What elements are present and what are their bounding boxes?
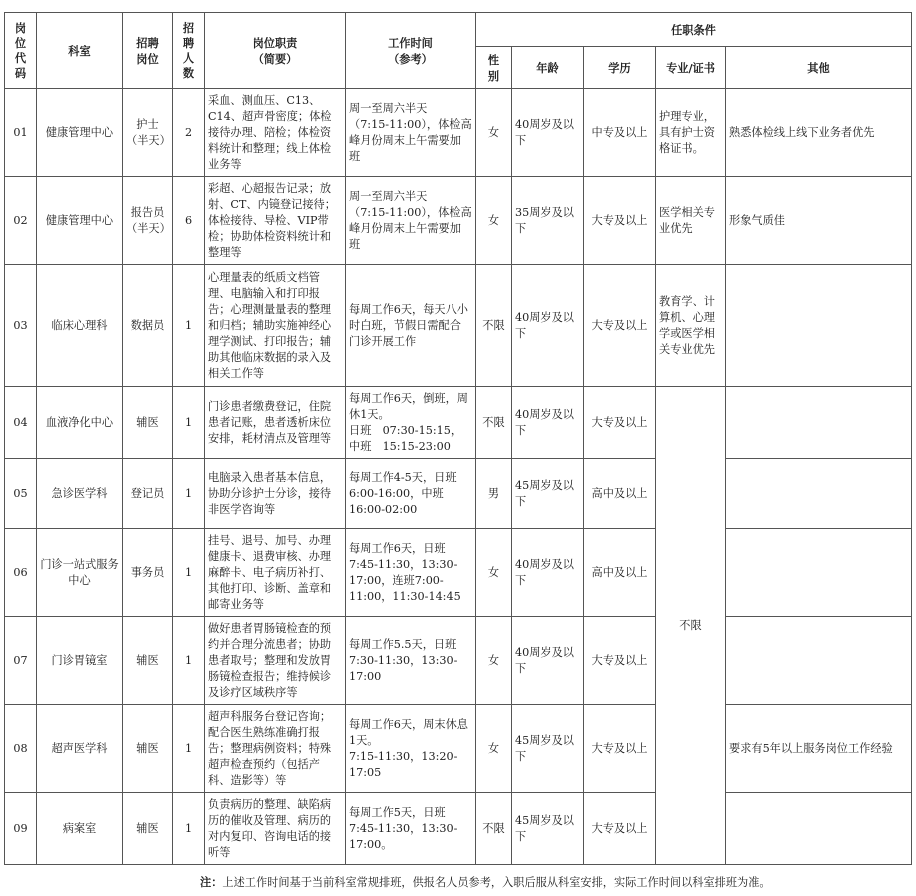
- cell-other: [726, 617, 912, 705]
- cell-edu: 大专及以上: [584, 705, 656, 793]
- cell-edu: 大专及以上: [584, 617, 656, 705]
- cell-time: 每周工作4-5天，日班 6:00-16:00，中班 16:00-02:00: [346, 459, 476, 529]
- cell-age: 45周岁及以下: [512, 705, 584, 793]
- footnote-label: 注：: [200, 875, 223, 889]
- cell-other: [726, 529, 912, 617]
- cell-time: 每周工作5.5天，日班 7:30-11:30，13:30-17:00: [346, 617, 476, 705]
- cell-count: 1: [173, 387, 205, 459]
- header-duty: 岗位职责 （简要）: [205, 13, 346, 89]
- cell-post: 报告员 （半天）: [123, 177, 173, 265]
- cell-other: 熟悉体检线上线下业务者优先: [726, 89, 912, 177]
- table-row: [5, 617, 912, 705]
- cell-count: 1: [173, 793, 205, 865]
- cell-major: 医学相关专业优先: [656, 177, 726, 265]
- table-row: [5, 793, 912, 865]
- table-row: [5, 177, 912, 265]
- cell-count: 1: [173, 529, 205, 617]
- cell-age: 40周岁及以下: [512, 265, 584, 387]
- cell-sex: 女: [476, 705, 512, 793]
- cell-post: 数据员: [123, 265, 173, 387]
- cell-count: 1: [173, 617, 205, 705]
- table-row: [5, 265, 912, 387]
- cell-sex: 男: [476, 459, 512, 529]
- cell-duty: 彩超、心超报告记录；放射、CT、内镜登记接待；体检接待、导检、VIP带检；协助体检资料统计和整理等: [205, 177, 346, 265]
- cell-post: 辅医: [123, 617, 173, 705]
- cell-sex: 女: [476, 89, 512, 177]
- table-row: [5, 529, 912, 617]
- cell-duty: 超声科服务台登记咨询；配合医生熟练准确打报告；整理病例资料；特殊超声检查预约（包括产科、造影等）等: [205, 705, 346, 793]
- table-row: [5, 705, 912, 793]
- recruitment-table: [4, 12, 912, 865]
- cell-duty: 做好患者胃肠镜检查的预约并合理分流患者；协助患者取号；整理和发放胃肠镜检查报告；维持候诊及诊疗区域秩序等: [205, 617, 346, 705]
- cell-other: 形象气质佳: [726, 177, 912, 265]
- cell-post: 辅医: [123, 793, 173, 865]
- table-row: [5, 459, 912, 529]
- cell-dept: 健康管理中心: [37, 177, 123, 265]
- cell-code: 05: [5, 459, 37, 529]
- cell-code: 03: [5, 265, 37, 387]
- cell-edu: 大专及以上: [584, 265, 656, 387]
- cell-dept: 健康管理中心: [37, 89, 123, 177]
- cell-dept: 临床心理科: [37, 265, 123, 387]
- cell-count: 1: [173, 705, 205, 793]
- header-edu: 学历: [584, 47, 656, 89]
- cell-edu: 大专及以上: [584, 793, 656, 865]
- cell-post: 辅医: [123, 387, 173, 459]
- cell-other: 要求有5年以上服务岗位工作经验: [726, 705, 912, 793]
- cell-other: [726, 265, 912, 387]
- cell-code: 07: [5, 617, 37, 705]
- header-post: 招聘岗位: [123, 13, 173, 89]
- header-major: 专业/证书: [656, 47, 726, 89]
- cell-dept: 病案室: [37, 793, 123, 865]
- table-row: [5, 387, 912, 459]
- cell-time: 每周工作5天，日班 7:45-11:30，13:30-17:00。: [346, 793, 476, 865]
- cell-sex: 不限: [476, 793, 512, 865]
- cell-age: 40周岁及以下: [512, 617, 584, 705]
- cell-edu: 大专及以上: [584, 177, 656, 265]
- cell-count: 2: [173, 89, 205, 177]
- cell-time: 周一至周六半天 （7:15-11:00），体检高峰月份周末上午需要加班: [346, 177, 476, 265]
- header-requirements: 任职条件: [476, 13, 912, 47]
- cell-code: 01: [5, 89, 37, 177]
- cell-age: 35周岁及以下: [512, 177, 584, 265]
- cell-dept: 急诊医学科: [37, 459, 123, 529]
- cell-major-merged: 不限: [656, 387, 726, 865]
- cell-duty: 电脑录入患者基本信息，协助分诊护士分诊，接待非医学咨询等: [205, 459, 346, 529]
- header-code: 岗位代码: [5, 13, 37, 89]
- cell-code: 09: [5, 793, 37, 865]
- cell-code: 02: [5, 177, 37, 265]
- cell-age: 45周岁及以下: [512, 793, 584, 865]
- cell-age: 45周岁及以下: [512, 459, 584, 529]
- header-sex: 性别: [476, 47, 512, 89]
- cell-age: 40周岁及以下: [512, 387, 584, 459]
- cell-dept: 血液净化中心: [37, 387, 123, 459]
- cell-major: 教育学、计算机、心理学或医学相关专业优先: [656, 265, 726, 387]
- cell-count: 1: [173, 265, 205, 387]
- header-time: 工作时间 （参考）: [346, 13, 476, 89]
- cell-count: 6: [173, 177, 205, 265]
- cell-post: 护士 （半天）: [123, 89, 173, 177]
- cell-post: 辅医: [123, 705, 173, 793]
- cell-dept: 门诊胃镜室: [37, 617, 123, 705]
- cell-time: 每周工作6天，周末休息1天。 7:15-11:30，13:20-17:05: [346, 705, 476, 793]
- cell-duty: 心理量表的纸质文档管理、电脑输入和打印报告；心理测量量表的整理和归档；辅助实施神经心理学测试、打印报告；辅助其他临床数据的录入及相关工作等: [205, 265, 346, 387]
- footnote: [200, 874, 771, 890]
- cell-other: [726, 793, 912, 865]
- cell-sex: 不限: [476, 387, 512, 459]
- cell-sex: 女: [476, 177, 512, 265]
- cell-age: 40周岁及以下: [512, 529, 584, 617]
- cell-other: [726, 387, 912, 459]
- cell-duty: 负责病历的整理、缺陷病历的催收及管理、病历的对内复印、咨询电话的接听等: [205, 793, 346, 865]
- cell-major: 护理专业，具有护士资格证书。: [656, 89, 726, 177]
- cell-other: [726, 459, 912, 529]
- header-age: 年龄: [512, 47, 584, 89]
- header-other: 其他: [726, 47, 912, 89]
- cell-edu: 大专及以上: [584, 387, 656, 459]
- cell-edu: 中专及以上: [584, 89, 656, 177]
- cell-dept: 超声医学科: [37, 705, 123, 793]
- cell-code: 06: [5, 529, 37, 617]
- cell-post: 事务员: [123, 529, 173, 617]
- cell-time: 每周工作6天，日班 7:45-11:30，13:30-17:00，连班7:00-11:00，11:30-14:45: [346, 529, 476, 617]
- cell-post: 登记员: [123, 459, 173, 529]
- cell-age: 40周岁及以下: [512, 89, 584, 177]
- cell-sex: 女: [476, 529, 512, 617]
- header-dept: 科室: [37, 13, 123, 89]
- cell-duty: 采血、测血压、C13、C14、超声骨密度；体检接待办理、陪检；体检资料统计和整理；线上体检业务等: [205, 89, 346, 177]
- footnote-text: 上述工作时间基于当前科室常规排班，供报名人员参考，入职后服从科室安排，实际工作时间以科室排班为准。: [222, 876, 771, 889]
- cell-code: 04: [5, 387, 37, 459]
- cell-time: 周一至周六半天 （7:15-11:00），体检高峰月份周末上午需要加班: [346, 89, 476, 177]
- cell-duty: 门诊患者缴费登记，住院患者记账，患者透析床位安排，耗材清点及管理等: [205, 387, 346, 459]
- cell-sex: 女: [476, 617, 512, 705]
- cell-edu: 高中及以上: [584, 459, 656, 529]
- header-count: 招聘人数: [173, 13, 205, 89]
- cell-time: 每周工作6天，每天八小时白班，节假日需配合门诊开展工作: [346, 265, 476, 387]
- cell-dept: 门诊一站式服务中心: [37, 529, 123, 617]
- cell-sex: 不限: [476, 265, 512, 387]
- cell-code: 08: [5, 705, 37, 793]
- cell-duty: 挂号、退号、加号、办理健康卡、退费审核、办理麻醉卡、电子病历补打、其他打印、诊断、盖章和邮寄业务等: [205, 529, 346, 617]
- table-row: [5, 89, 912, 177]
- cell-edu: 高中及以上: [584, 529, 656, 617]
- cell-count: 1: [173, 459, 205, 529]
- cell-time: 每周工作6天，倒班，周休1天。 日班 07:30-15:15， 中班 15:15-23:00: [346, 387, 476, 459]
